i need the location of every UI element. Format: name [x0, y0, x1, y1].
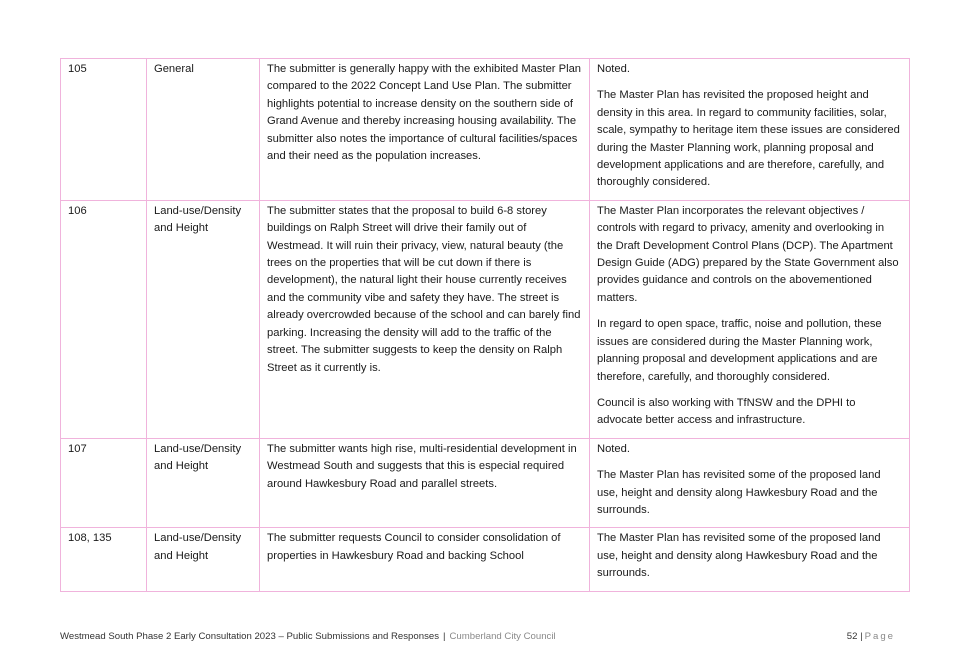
submission-text: The submitter states that the proposal to build 6-8 storey buildings on Ralph Street will drive their family out of Westmead. It will ruin their privacy, view, natural beauty (the trees on the properties that will be cut down if there is development), the natural light their house currently receives and the community vibe and safety they have. The street is already overcrowded because of the school and can barely find parking. Increasing the density will add to the traffic of the street. The submitter suggests to keep the density on Ralph Street as it currently is.: [260, 200, 590, 438]
table-row: [61, 528, 910, 591]
footer-separator: |: [443, 631, 446, 642]
submission-text: The submitter requests Council to consider consolidation of properties in Hawkesbury Road and backing School: [260, 528, 590, 591]
submission-category: Land-use/Density and Height: [147, 528, 260, 591]
council-response: [590, 59, 910, 201]
submission-id: 105: [61, 59, 147, 201]
page-number: 52: [846, 631, 858, 642]
council-response: [590, 528, 910, 591]
table-row: [61, 59, 910, 201]
council-response: [590, 200, 910, 438]
submission-id: 106: [61, 200, 147, 438]
response-paragraph: Council is also working with TfNSW and the DPHI to advocate better access and infrastructure.: [597, 396, 856, 427]
page-number-block: [847, 631, 895, 642]
council-response: [590, 438, 910, 528]
response-paragraph: The Master Plan incorporates the relevant objectives / controls with regard to privacy, amenity and overlooking in the Draft Development Control Plans (DCP). The Apartment Design Guide (ADG) prepared by the State Government also provides guidance and controls on the abovementioned matters.: [597, 204, 899, 304]
submission-id: 107: [61, 438, 147, 528]
footer-council-name: Cumberland City Council: [449, 631, 556, 642]
submission-category: Land-use/Density and Height: [147, 438, 260, 528]
response-paragraph: The Master Plan has revisited some of the proposed land use, height and density along Hawkesbury Road and the surrounds.: [597, 532, 881, 580]
response-paragraph: Noted.: [597, 63, 630, 75]
submissions-table: [60, 58, 910, 592]
page-footer: [60, 631, 895, 642]
submission-text: The submitter wants high rise, multi-residential development in Westmead South and suggests that this is especial required around Hawkesbury Road and parallel streets.: [260, 438, 590, 528]
page-number-separator: |: [860, 631, 863, 642]
response-paragraph: In regard to open space, traffic, noise and pollution, these issues are considered during the Master Planning work, planning proposal and development applications and are therefore, carefully, and thoroughly considered.: [597, 318, 882, 383]
page-word: Page: [864, 631, 895, 642]
response-paragraph: Noted.: [597, 442, 630, 455]
table-row: [61, 438, 910, 528]
submission-text: The submitter is generally happy with the exhibited Master Plan compared to the 2022 Concept Land Use Plan. The submitter highlights potential to increase density on the southern side of Grand Avenue and thereby increasing housing availability. The submitter also notes the importance of cultural facilities/spaces and their need as the population increases.: [260, 59, 590, 201]
submission-category: General: [147, 59, 260, 201]
table-row: [61, 200, 910, 438]
submission-category: Land-use/Density and Height: [147, 200, 260, 438]
response-paragraph: The Master Plan has revisited some of the proposed land use, height and density along Hawkesbury Road and the surrounds.: [597, 469, 881, 516]
submission-id: 108, 135: [61, 528, 147, 591]
response-paragraph: The Master Plan has revisited the proposed height and density in this area. In regard to community facilities, solar, scale, sympathy to heritage item these issues are considered during the Master Planning work, planning proposal and development applications and are therefore, carefully, and thoroughly considered.: [597, 89, 900, 189]
footer-document-title: Westmead South Phase 2 Early Consultation 2023 – Public Submissions and Responses: [60, 631, 439, 642]
